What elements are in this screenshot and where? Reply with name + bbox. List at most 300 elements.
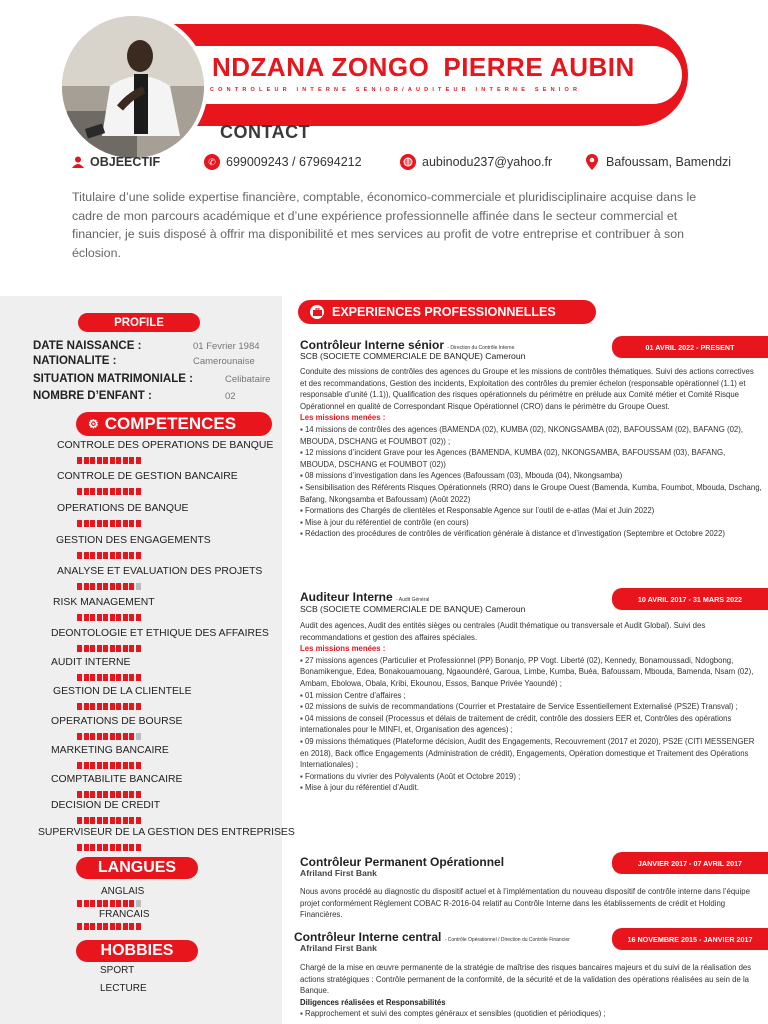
level-segment: [84, 583, 89, 590]
profile-heading: PROFILE: [78, 313, 200, 332]
level-segment: [129, 674, 134, 681]
level-segment: [110, 923, 115, 930]
phone-icon: ✆: [204, 154, 220, 170]
competence-level-bar: [77, 844, 141, 851]
competence-level-bar: [77, 703, 141, 710]
bullet-icon: ▪: [300, 517, 305, 527]
level-segment: [103, 674, 108, 681]
level-segment: [136, 645, 141, 652]
competence-level-bar: [77, 614, 141, 621]
level-segment: [77, 488, 82, 495]
level-segment: [84, 457, 89, 464]
job-title-text: Contrôleur Interne central: [294, 930, 442, 944]
level-segment: [136, 674, 141, 681]
missions-label: Les missions menées :: [300, 644, 386, 654]
level-segment: [90, 923, 95, 930]
job-department: - Audit Général: [396, 597, 430, 603]
level-segment: [103, 488, 108, 495]
mission-item: [300, 690, 762, 702]
level-segment: [77, 645, 82, 652]
job-intro: Conduite des missions de contrôles des agences du Groupe et les missions de contrôles thématiques. Suivi des actions correctives et des recommandations, Gestion des incidents, Exploitation des contrôles du premier échelon (responsable opérationnel (1.1) et responsable d’unité (1.1)), Qualification des risques opérationnels du périmètre en prélude aux Comité métier et Comité Risque Opérationnel en qualité de Correspondant Risque Opérationnel (CRO) dans le périmètre du Groupe Ouest.: [300, 367, 754, 411]
job-subtitle: CONTROLEUR INTERNE SENIOR/AUDITEUR INTERNE SENIOR: [210, 87, 582, 93]
level-segment: [97, 645, 102, 652]
bullet-icon: ▪: [300, 471, 305, 481]
level-segment: [77, 817, 82, 824]
objective-paragraph: Titulaire d’une solide expertise financière, comptable, économico-commerciale et pluridisciplinaire acquise dans le cadre de mon parcours académique et d’une expérience professionnelle affinée dans le secteur commercial et financier, je suis disposé à offrir ma disponibilité et mes services au profit de votre entreprise et contribuer à son éclosion.: [72, 190, 697, 260]
objective-label: OBJEECTIF: [90, 155, 161, 169]
level-segment: [77, 583, 82, 590]
level-segment: [103, 457, 108, 464]
children-value: 02: [225, 391, 236, 402]
level-segment: [116, 520, 121, 527]
level-segment: [129, 923, 134, 930]
level-segment: [136, 791, 141, 798]
level-segment: [90, 614, 95, 621]
level-segment: [136, 552, 141, 559]
level-segment: [77, 520, 82, 527]
birth-date-row: [33, 340, 278, 352]
competence-label: ANALYSE ET EVALUATION DES PROJETS: [57, 566, 263, 577]
mission-item: [300, 517, 762, 529]
competence-level-bar: [77, 645, 141, 652]
location-pin-icon: [586, 154, 598, 170]
job-organization: Afriland First Bank: [300, 943, 377, 953]
job-title-text: Contrôleur Interne sénior: [300, 338, 445, 352]
level-segment: [110, 844, 115, 851]
job-description: [300, 366, 762, 540]
mission-text: Formations du vivrier des Polyvalents (Août et Octobre 2019) ;: [304, 771, 521, 781]
mission-item: [300, 701, 762, 713]
user-icon: [72, 156, 84, 168]
bullet-icon: ▪: [300, 702, 305, 712]
nationality-row: [33, 355, 278, 367]
mission-text: Mise à jour du référentiel de contrôle (en cours): [304, 517, 469, 527]
level-segment: [110, 614, 115, 621]
job-title: [294, 930, 570, 944]
level-segment: [90, 457, 95, 464]
level-segment: [77, 762, 82, 769]
phone-number: 699009243 / 679694212: [226, 155, 362, 169]
level-segment: [116, 645, 121, 652]
level-segment: [116, 457, 121, 464]
level-segment: [116, 900, 121, 907]
bullet-icon: ▪: [300, 736, 305, 746]
competences-heading: [76, 412, 272, 436]
level-segment: [84, 674, 89, 681]
job-organization: SCB (SOCIETE COMMERCIALE DE BANQUE) Cameroun: [300, 604, 526, 614]
level-segment: [110, 583, 115, 590]
level-segment: [123, 614, 128, 621]
level-segment: [84, 817, 89, 824]
level-segment: [77, 733, 82, 740]
mission-item: [300, 505, 762, 517]
level-segment: [136, 817, 141, 824]
level-segment: [97, 520, 102, 527]
level-segment: [110, 703, 115, 710]
level-segment: [97, 614, 102, 621]
profile-photo: [62, 16, 204, 158]
level-segment: [77, 674, 82, 681]
level-segment: [123, 762, 128, 769]
competence-label: MARKETING BANCAIRE: [51, 745, 169, 756]
mission-text: 09 missions thématiques (Plateforme décision, Audit des Engagements, Recouvrement (2017 et 2020), PS2E (CITI MESSENGER en 2018), Back office Engagements (Administration de crédit), Engagements, Opération domestique et Traitement des Opérations Internationales) ;: [300, 736, 755, 770]
bullet-icon: ▪: [300, 655, 305, 665]
mission-item: [300, 482, 762, 505]
diligences-label: Diligences réalisées et Responsabilités: [300, 997, 446, 1007]
competence-level-bar: [77, 817, 141, 824]
competence-label: COMPTABILITE BANCAIRE: [51, 774, 183, 785]
mission-item: [300, 447, 762, 470]
level-segment: [110, 900, 115, 907]
level-segment: [90, 645, 95, 652]
missions-label: Les missions menées :: [300, 413, 386, 423]
mission-item: [300, 771, 762, 783]
level-segment: [123, 733, 128, 740]
level-segment: [116, 614, 121, 621]
level-segment: [116, 791, 121, 798]
level-segment: [77, 614, 82, 621]
level-segment: [97, 923, 102, 930]
level-segment: [84, 923, 89, 930]
name-right: PIERRE AUBIN: [443, 52, 635, 82]
level-segment: [123, 674, 128, 681]
level-segment: [97, 703, 102, 710]
diligence-text: Rapprochement et suivi des comptes généraux et sensibles (quotidien et périodiques) ;: [304, 1009, 606, 1019]
level-segment: [103, 552, 108, 559]
level-segment: [90, 817, 95, 824]
level-segment: [136, 614, 141, 621]
job-description: [300, 620, 762, 794]
level-segment: [116, 844, 121, 851]
marital-status-row: [33, 373, 278, 385]
mission-text: 12 missions d’incident Grave pour les Agences (BAMENDA, KUMBA (02), NKONGSAMBA, BAFOUSSAM (03), BAFANG, MBOUDA, DSCHANG et FOUMBOT (02)): [300, 448, 726, 469]
experience-heading: [298, 300, 596, 324]
level-segment: [90, 844, 95, 851]
job-intro: Audit des agences, Audit des entités sièges ou centrales (Audit thématique ou transversale et Audit Global). Suivi des recommandations et gestion des affaires spéciales.: [300, 621, 706, 642]
level-segment: [110, 791, 115, 798]
bullet-icon: ▪: [300, 690, 305, 700]
hobbies-heading: HOBBIES: [76, 940, 198, 962]
level-segment: [129, 733, 134, 740]
level-segment: [129, 457, 134, 464]
level-segment: [103, 900, 108, 907]
bullet-icon: ▪: [300, 424, 305, 434]
job-description: [300, 962, 762, 1020]
level-segment: [123, 457, 128, 464]
level-segment: [84, 488, 89, 495]
level-segment: [84, 900, 89, 907]
job-department: - Contrôle Opérationnel / Direction du Contrôle Financier: [444, 937, 570, 943]
job-title: [300, 590, 429, 604]
level-segment: [116, 552, 121, 559]
level-segment: [103, 520, 108, 527]
level-segment: [129, 817, 134, 824]
level-segment: [136, 488, 141, 495]
diligence-item: ▪ Rapprochement et suivi des comptes généraux et sensibles (quotidien et périodiques) ;: [300, 1009, 606, 1019]
level-segment: [116, 817, 121, 824]
mission-text: Formations des Chargés de clientèles et Responsable Agence sur l’outil de e-atlas (Mai et Juin 2022): [304, 506, 655, 516]
competence-label: DECISION DE CREDIT: [51, 800, 161, 811]
birth-date-value: 01 Fevrier 1984: [193, 341, 260, 352]
level-segment: [129, 791, 134, 798]
level-segment: [129, 762, 134, 769]
level-segment: [103, 614, 108, 621]
level-segment: [90, 488, 95, 495]
job-title: [300, 855, 504, 869]
level-segment: [97, 457, 102, 464]
level-segment: [110, 733, 115, 740]
competence-label: SUPERVISEUR DE LA GESTION DES ENTREPRISES: [38, 827, 295, 838]
level-segment: [84, 791, 89, 798]
competence-label: GESTION DE LA CLIENTELE: [53, 686, 192, 697]
language-label: ANGLAIS: [101, 886, 145, 897]
mission-text: 01 mission Centre d’affaires ;: [304, 690, 406, 700]
level-segment: [123, 552, 128, 559]
mission-text: Rédaction des procédures de contrôles de vérification générale à distance et d’investigation (Septembre et Octobre 2022): [304, 529, 725, 539]
level-segment: [77, 457, 82, 464]
competence-label: CONTROLE DES OPERATIONS DE BANQUE: [57, 440, 274, 451]
level-segment: [103, 762, 108, 769]
level-segment: [129, 844, 134, 851]
level-segment: [110, 762, 115, 769]
globe-icon: [400, 154, 416, 170]
level-segment: [90, 733, 95, 740]
level-segment: [84, 703, 89, 710]
level-segment: [97, 844, 102, 851]
bullet-icon: ▪: [300, 713, 305, 723]
job-title-text: Contrôleur Permanent Opérationnel: [300, 855, 505, 869]
language-level-bar: [77, 900, 141, 907]
marital-status-label: SITUATION MATRIMONIALE :: [33, 373, 193, 385]
level-segment: [136, 457, 141, 464]
level-segment: [110, 817, 115, 824]
name-left: NDZANA ZONGO: [212, 52, 430, 82]
level-segment: [84, 520, 89, 527]
level-segment: [110, 488, 115, 495]
mission-text: 14 missions de contrôles des agences (BAMENDA (02), KUMBA (02), NKONGSAMBA (02), BAFOUSSAM (02), BAFANG (02), MBOUDA, DSCHANG et FOUMBOT (02)) ;: [300, 424, 744, 446]
level-segment: [97, 488, 102, 495]
level-segment: [123, 923, 128, 930]
phone-contact: [204, 150, 362, 174]
bullet-icon: ▪: [300, 506, 305, 516]
birth-date-label: DATE NAISSANCE :: [33, 340, 142, 352]
level-segment: [97, 791, 102, 798]
competence-level-bar: [77, 520, 141, 527]
mission-text: 04 missions de conseil (Processus et délais de traitement de crédit, contrôle des dossiers EER et, Contrôles des opérations internationales pour le MINFI, et, Organisation des agences) ;: [300, 713, 732, 735]
competence-label: CONTROLE DE GESTION BANCAIRE: [57, 471, 238, 482]
competence-label: GESTION DES ENGAGEMENTS: [56, 535, 211, 546]
level-segment: [123, 703, 128, 710]
job-organization: Afriland First Bank: [300, 868, 377, 878]
location-text: Bafoussam, Bamendzi: [606, 155, 732, 169]
objective-heading: [72, 150, 160, 174]
missions-list: [300, 424, 762, 540]
competence-label: OPERATIONS DE BANQUE: [57, 503, 189, 514]
briefcase-icon: [310, 305, 324, 319]
competence-label: RISK MANAGEMENT: [53, 597, 155, 608]
competences-title: COMPETENCES: [104, 414, 237, 433]
level-segment: [116, 703, 121, 710]
level-segment: [136, 844, 141, 851]
location-contact: [586, 150, 731, 174]
level-segment: [84, 645, 89, 652]
bullet-icon: ▪: [300, 771, 305, 781]
marital-status-value: Celibataire: [225, 374, 271, 385]
bullet-icon: ▪: [300, 783, 305, 793]
level-segment: [129, 520, 134, 527]
level-segment: [103, 645, 108, 652]
level-segment: [116, 488, 121, 495]
job-description: Nous avons procédé au diagnostic du dispositif actuel et à l’implémentation du nouveau dispositif de contrôle interne dans l’équipe projet conformément Règlement COBAC R-2016-04 relatif au Contrôle Interne dans les établissements de crédit et Holding Financières.: [300, 887, 750, 920]
level-segment: [77, 844, 82, 851]
level-segment: [84, 614, 89, 621]
level-segment: [84, 762, 89, 769]
level-segment: [129, 900, 134, 907]
level-segment: [116, 674, 121, 681]
job-intro: Chargé de la mise en œuvre permanente de la stratégie de maîtrise des risques bancaires majeurs et du suivi de la réalisation des actions stratégiques : Contrôle permanent de la conformité, de la sécurité et de la validation des opérations réalisées au sein de la Banque.: [300, 963, 752, 996]
level-segment: [97, 733, 102, 740]
level-segment: [136, 733, 141, 740]
experience-title: EXPERIENCES PROFESSIONNELLES: [332, 305, 556, 319]
competence-level-bar: [77, 488, 141, 495]
job-date-badge: 10 AVRIL 2017 - 31 MARS 2022: [612, 588, 768, 610]
level-segment: [77, 923, 82, 930]
nationality-value: Camerounaise: [193, 356, 255, 367]
level-segment: [97, 552, 102, 559]
competence-level-bar: [77, 791, 141, 798]
level-segment: [90, 703, 95, 710]
level-segment: [97, 762, 102, 769]
competence-level-bar: [77, 457, 141, 464]
mission-item: [300, 736, 762, 771]
language-level-bar: [77, 923, 141, 930]
mission-item: [300, 713, 762, 736]
level-segment: [103, 817, 108, 824]
competence-level-bar: [77, 733, 141, 740]
level-segment: [136, 703, 141, 710]
level-segment: [84, 844, 89, 851]
mission-text: Mise à jour du référentiel d’Audit.: [304, 783, 419, 793]
mission-item: [300, 424, 762, 447]
level-segment: [77, 552, 82, 559]
level-segment: [129, 488, 134, 495]
level-segment: [90, 900, 95, 907]
level-segment: [90, 762, 95, 769]
mission-item: [300, 782, 762, 794]
contact-heading: CONTACT: [220, 122, 311, 142]
nationality-label: NATIONALITE :: [33, 355, 117, 367]
level-segment: [103, 844, 108, 851]
level-segment: [136, 900, 141, 907]
job-date-badge: 16 NOVEMBRE 2015 - JANVIER 2017: [612, 928, 768, 950]
level-segment: [110, 520, 115, 527]
level-segment: [97, 817, 102, 824]
job-title: [300, 338, 514, 352]
level-segment: [123, 583, 128, 590]
level-segment: [129, 703, 134, 710]
competence-level-bar: [77, 674, 141, 681]
job-department: - Direction du Contrôle Interne: [447, 345, 515, 351]
level-segment: [103, 791, 108, 798]
mission-text: 02 missions de suivis de recommandations (Courrier et Prestataire de Service Essentiellement Externalisé (PS2E) Transval) ;: [304, 702, 738, 712]
competence-label: OPERATIONS DE BOURSE: [51, 716, 183, 727]
languages-heading: LANGUES: [76, 857, 198, 879]
mission-text: 27 missions agences (Particulier et Professionnel (PP) Bonanjo, PP Vogt. Liberté (02), Kennedy, Bonamoussadi, Ndogbong, Bonamikengue, Edea, Bonakouamouang, Ngaoundéré, Garoua, Limbe, Kumba, Buéa, Bafoussam, Mbouda, Bamenda, Nsam (02), Ambam, Ebolowa, Obala, Kribi, Ekounou, Essos, Banque Privée Yaoundé) ;: [300, 655, 754, 688]
level-segment: [129, 614, 134, 621]
level-segment: [136, 762, 141, 769]
level-segment: [90, 583, 95, 590]
level-segment: [103, 703, 108, 710]
mission-text: Sensibilisation des Référents Risques Opérationnels (RRO) dans le Groupe Ouest (Bamenda, Kumba, Foumbot, Mbouda, Dschang, Bafang, Nkongsamba et Bafoussam) (Août 2022): [300, 482, 762, 504]
job-date-badge: 01 AVRIL 2022 - PRESENT: [612, 336, 768, 358]
level-segment: [90, 552, 95, 559]
level-segment: [129, 645, 134, 652]
level-segment: [110, 645, 115, 652]
level-segment: [123, 645, 128, 652]
level-segment: [77, 703, 82, 710]
level-segment: [123, 817, 128, 824]
level-segment: [129, 583, 134, 590]
level-segment: [123, 520, 128, 527]
level-segment: [123, 900, 128, 907]
level-segment: [136, 520, 141, 527]
level-segment: [103, 583, 108, 590]
competence-level-bar: [77, 762, 141, 769]
competence-level-bar: [77, 583, 141, 590]
level-segment: [116, 762, 121, 769]
level-segment: [97, 674, 102, 681]
job-title-text: Auditeur Interne: [300, 590, 393, 604]
bullet-icon: ▪: [300, 529, 305, 539]
mission-text: 08 missions d’investigation dans les Agences (Bafoussam (03), Mbouda (04), Nkongsamba): [304, 471, 623, 481]
level-segment: [84, 733, 89, 740]
competence-label: AUDIT INTERNE: [51, 657, 131, 668]
level-segment: [77, 791, 82, 798]
level-segment: [90, 520, 95, 527]
hobby-item: SPORT: [100, 965, 135, 976]
bullet-icon: ▪: [300, 448, 305, 458]
mission-item: [300, 528, 762, 540]
skills-icon: ⚙: [88, 417, 99, 431]
level-segment: [90, 674, 95, 681]
level-segment: [110, 457, 115, 464]
email-address[interactable]: aubinodu237@yahoo.fr: [422, 155, 553, 169]
email-contact[interactable]: [400, 150, 552, 174]
level-segment: [84, 552, 89, 559]
level-segment: [123, 791, 128, 798]
mission-item: [300, 655, 762, 690]
competence-label: DEONTOLOGIE ET ETHIQUE DES AFFAIRES: [51, 628, 269, 639]
level-segment: [90, 791, 95, 798]
competence-level-bar: [77, 552, 141, 559]
job-organization: SCB (SOCIETE COMMERCIALE DE BANQUE) Cameroun: [300, 351, 526, 361]
children-label: NOMBRE D’ENFANT :: [33, 390, 152, 402]
level-segment: [97, 583, 102, 590]
level-segment: [110, 552, 115, 559]
mission-item: [300, 470, 762, 482]
candidate-name: [212, 52, 635, 83]
level-segment: [103, 733, 108, 740]
level-segment: [116, 583, 121, 590]
bullet-icon: ▪: [300, 482, 305, 492]
level-segment: [129, 552, 134, 559]
language-label: FRANCAIS: [99, 909, 150, 920]
level-segment: [116, 923, 121, 930]
hobby-item: LECTURE: [100, 983, 147, 994]
level-segment: [123, 488, 128, 495]
level-segment: [97, 900, 102, 907]
level-segment: [123, 844, 128, 851]
